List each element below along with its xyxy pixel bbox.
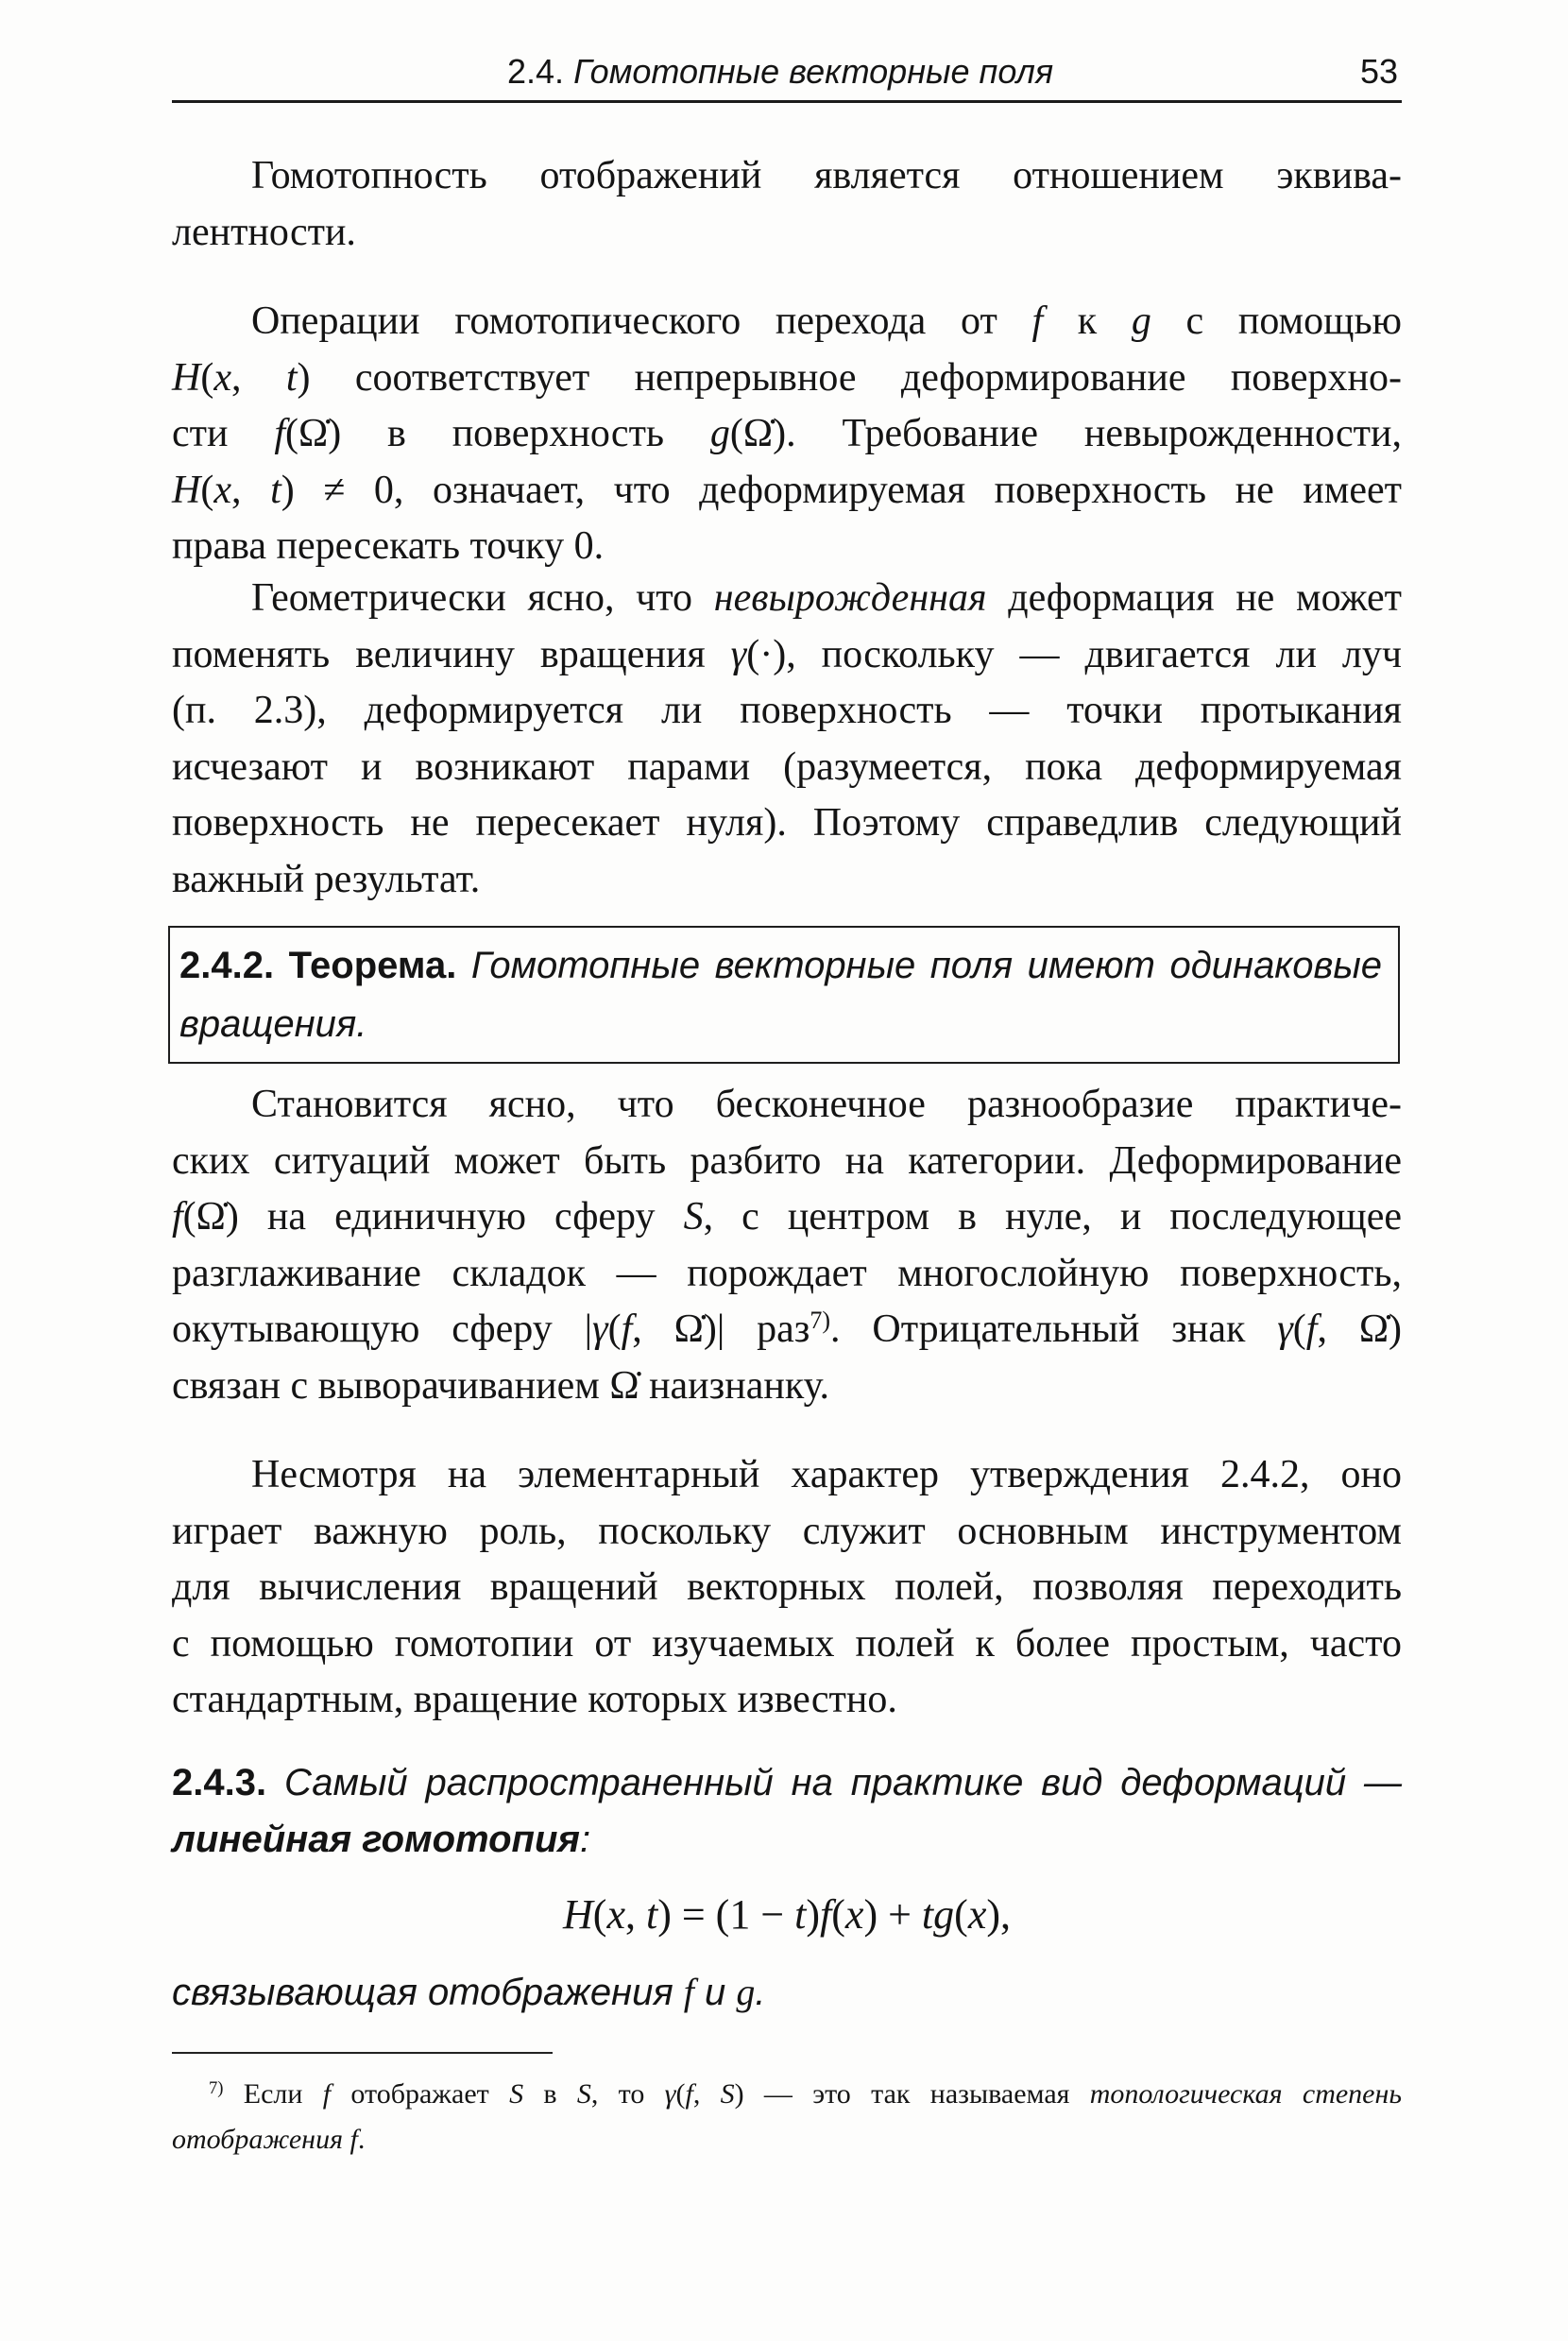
math-variable: t	[270, 468, 281, 512]
math-variable: f	[621, 1307, 633, 1351]
text-line	[172, 1189, 1402, 1246]
page-number: 53	[1359, 52, 1398, 91]
math-variable: f	[1031, 299, 1044, 343]
text-run	[343, 2124, 350, 2155]
text-line	[172, 463, 1402, 520]
math-expression: H(x, t) = (1 − t)f(x) + tg(x),	[563, 1891, 1011, 1938]
math-variable: S	[509, 2078, 524, 2110]
emphasis-text: отображения	[172, 2124, 344, 2155]
math-expression: H(x, t) ≠ 0	[172, 468, 394, 512]
header-title: Гомотопные векторные поля	[573, 52, 1054, 91]
footnote-marker: 7)	[810, 1306, 831, 1334]
text-run: , поскольку — двигается ли луч	[786, 632, 1402, 676]
bold-label: 2.4.3.	[172, 1762, 267, 1803]
math-variable: x	[213, 468, 231, 512]
text-run: . Требование невырожденности,	[786, 412, 1402, 455]
text-run: вращения.	[179, 1003, 367, 1045]
bold-label: 2.4.2. Теорема.	[179, 945, 457, 986]
math-expression: γ(·)	[730, 632, 787, 676]
text-run: в поверхность	[341, 412, 710, 455]
math-variable: f	[349, 2124, 358, 2155]
text-run: связывающая отображения	[172, 1972, 684, 2013]
math-variable: g	[709, 412, 730, 455]
math-variable: x	[967, 1891, 987, 1938]
text-run: наизнанку.	[639, 1363, 829, 1408]
text-line	[172, 1246, 1402, 1303]
text-run: Геометрически ясно, что	[251, 576, 714, 620]
text-run: соответствует непрерывное деформирование поверхно-	[310, 355, 1403, 400]
math-variable: γ	[592, 1307, 608, 1351]
text-line	[172, 1887, 1402, 1943]
theorem-box	[168, 926, 1400, 1064]
text-line	[172, 1447, 1402, 1504]
math-variable: g	[736, 1971, 756, 2013]
math-variable: x	[606, 1891, 625, 1938]
paragraph-significance	[172, 1447, 1402, 1729]
text-line	[172, 1077, 1402, 1134]
text-run: к	[1043, 299, 1132, 343]
text-line	[172, 1672, 1402, 1729]
math-expression: f(Ω̇)	[274, 412, 342, 455]
text-line	[172, 2117, 1402, 2162]
text-line	[172, 795, 1402, 852]
math-variable: γ	[730, 632, 747, 676]
text-run: Гомотопные векторные поля имеют одинаковые	[456, 945, 1382, 986]
text-run: деформация не может	[986, 576, 1403, 620]
text-line	[172, 2072, 1402, 2117]
math-expression: f(Ω̇)	[172, 1195, 239, 1239]
text-line	[172, 294, 1402, 350]
text-run: исчезают и возникают парами (разумеется, пока деформируемая	[172, 744, 1402, 789]
text-run: ских ситуаций может быть разбито на категории. Деформирование	[172, 1138, 1402, 1183]
math-variable: t	[794, 1891, 807, 1938]
formula-linear-homotopy	[172, 1887, 1402, 1943]
math-expression: γ(f, Ω̇)	[1277, 1307, 1403, 1351]
footnote-marker: 7)	[209, 2077, 224, 2098]
math-expression: γ(f, S)	[664, 2078, 744, 2110]
math-variable: f	[685, 2078, 693, 2110]
text-run: окутывающую сферу	[172, 1307, 585, 1351]
math-expression	[323, 2078, 331, 2110]
text-run: с помощью гомотопии от изучаемых полей к более простым, часто	[172, 1621, 1402, 1666]
text-run: сти	[172, 412, 275, 455]
text-line	[172, 1754, 1402, 1811]
text-run: важный результат.	[172, 857, 481, 901]
math-variable: S	[683, 1195, 704, 1239]
emphasis-text: топологическая степень	[1089, 2078, 1403, 2110]
math-expression: H(x, t)	[172, 355, 311, 400]
math-variable: S	[576, 2078, 591, 2110]
math-variable: f	[172, 1195, 183, 1239]
text-line	[172, 683, 1402, 740]
text-run: Самый распространенный на практике вид деформаций —	[266, 1762, 1402, 1803]
math-expression	[350, 2124, 358, 2155]
text-run: :	[579, 1819, 591, 1860]
text-run: раз	[724, 1307, 810, 1351]
text-line	[172, 1560, 1402, 1616]
text-run: лентности.	[172, 210, 356, 254]
text-line	[179, 936, 1382, 995]
header-rule	[172, 100, 1402, 103]
text-run: Операции гомотопического перехода от	[251, 299, 1032, 343]
text-line	[172, 406, 1402, 463]
paragraph-homotopy-equivalence	[172, 148, 1402, 261]
text-run: для вычисления вращений векторных полей, позволяя переходить	[172, 1565, 1402, 1609]
math-expression	[577, 2078, 591, 2110]
math-variable: tg	[921, 1891, 955, 1938]
text-line	[172, 350, 1402, 407]
text-run: поверхность не пересекает нуля). Поэтому справедлив следующий	[172, 801, 1402, 845]
text-run: .	[357, 2124, 366, 2155]
emphasis-text: невырожденная	[713, 576, 987, 620]
math-variable: γ	[1277, 1307, 1293, 1351]
text-run: Становится ясно, что бесконечное разнообразие практиче-	[251, 1083, 1402, 1126]
math-variable: γ	[664, 2078, 676, 2110]
math-variable: x	[213, 355, 231, 400]
math-variable: g	[1131, 299, 1151, 343]
math-variable: H	[172, 468, 201, 512]
text-run: права пересекать точку 0.	[172, 524, 605, 568]
text-line	[172, 1964, 1402, 2021]
text-line	[172, 1134, 1402, 1190]
text-run: . Отрицательный знак	[830, 1307, 1278, 1351]
math-variable: H	[563, 1891, 593, 1938]
math-expression	[684, 1971, 694, 2013]
text-line	[172, 1616, 1402, 1673]
math-expression	[736, 1971, 755, 2013]
closing-line	[172, 1964, 1402, 2021]
text-run: (п. 2.3), деформируется ли поверхность — точки протыкания	[172, 689, 1402, 732]
text-run: — это так называемая	[743, 2078, 1090, 2110]
math-variable: S	[720, 2078, 735, 2110]
text-run: , то	[590, 2078, 665, 2110]
text-line	[172, 627, 1402, 684]
math-variable: f	[274, 412, 285, 455]
math-variable: x	[844, 1891, 864, 1938]
text-run: Гомотопность отображений является отношением эквива-	[251, 154, 1402, 197]
footnote	[172, 2072, 1402, 2162]
text-run: Несмотря на элементарный характер утверждения 2.4.2, оно	[251, 1453, 1402, 1496]
math-expression: g(Ω̇)	[709, 412, 787, 455]
paragraph-geometric-argument	[172, 571, 1402, 908]
text-line	[172, 148, 1402, 205]
math-expression	[1031, 299, 1043, 343]
text-line	[172, 205, 1402, 262]
text-run: играет важную роль, поскольку служит основным инструментом	[172, 1509, 1402, 1553]
text-run: , означает, что деформируемая поверхность не имеет	[393, 468, 1402, 512]
text-line	[172, 852, 1402, 909]
text-run: Если	[223, 2078, 323, 2110]
math-variable: H	[172, 355, 201, 400]
text-run: , с центром в нуле, и последующее	[703, 1195, 1402, 1239]
math-variable: f	[683, 1971, 694, 2013]
text-run: .	[755, 1972, 766, 2013]
footnote-rule	[172, 2052, 553, 2054]
math-variable: f	[1305, 1307, 1318, 1351]
text-run: на единичную сферу	[238, 1195, 684, 1239]
paragraph-homotopy-deformation	[172, 294, 1402, 575]
math-variable: t	[645, 1891, 658, 1938]
text-run: поменять величину вращения	[172, 632, 731, 676]
text-run: стандартным, вращение которых известно.	[172, 1678, 897, 1721]
text-run: в	[523, 2078, 577, 2110]
text-line	[172, 740, 1402, 796]
text-line	[179, 995, 1382, 1053]
running-header	[507, 49, 1053, 94]
math-expression: |γ(f, Ω̇)|	[584, 1307, 725, 1351]
text-line	[172, 1302, 1402, 1358]
paragraph-categories	[172, 1077, 1402, 1414]
bold-italic-term: линейная гомотопия	[172, 1819, 580, 1860]
math-expression	[1132, 299, 1151, 343]
section-2-4-3	[172, 1754, 1402, 1868]
math-variable: f	[322, 2078, 332, 2110]
math-variable: t	[285, 355, 298, 400]
text-run: с помощью	[1150, 299, 1402, 343]
math-expression	[684, 1195, 704, 1239]
text-run: разглаживание складок — порождает многослойную поверхность,	[172, 1251, 1402, 1295]
math-expression	[509, 2078, 523, 2110]
text-line	[172, 1358, 1402, 1415]
text-line	[172, 519, 1402, 575]
header-section-number: 2.4.	[507, 52, 565, 91]
math-expression: Ω̇	[609, 1363, 639, 1408]
text-line	[172, 1504, 1402, 1561]
text-run: связан с выворачиванием	[172, 1363, 610, 1408]
math-variable: f	[820, 1891, 832, 1938]
text-line	[172, 571, 1402, 627]
text-run: отображает	[331, 2078, 510, 2110]
text-line	[172, 1811, 1402, 1868]
text-run: и	[693, 1972, 737, 2013]
